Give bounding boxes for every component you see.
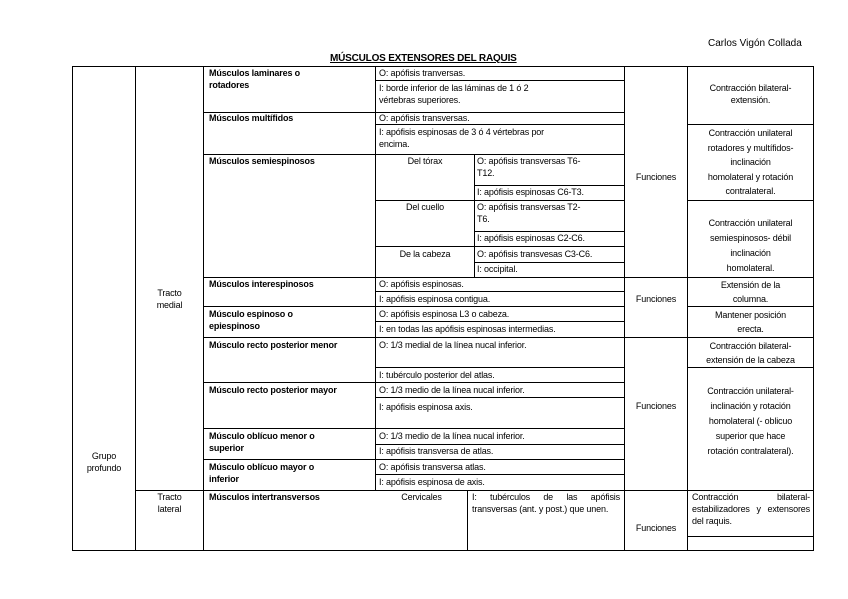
muscle-oblicuo-menor-origin: O: 1/3 medio de la línea nucal inferior. [379,431,525,441]
intertransversos-part-label: Cervicales [401,492,442,502]
muscle-oblicuo-mayor-origin: O: apófisis transversa atlas. [379,462,486,472]
semiespinosos-cuello-insertion: I: apófisis espinosas C2-C6. [477,233,585,243]
semiespinosos-cabeza-label: De la cabeza [399,249,451,259]
semiespinosos-cuello-origin: O: apófisis transversas T2- T6. [477,202,581,224]
semiespinosos-torax-label: Del tórax [407,156,443,166]
semiespinosos-torax-insertion: I: apófisis espinosas C6-T3. [477,187,584,197]
muscle-interespinosos-insertion: I: apófisis espinosa contigua. [379,294,491,304]
muscle-recto-menor-name: Músculo recto posterior menor [209,340,338,350]
muscle-oblicuo-mayor-insertion: I: apófisis espinosa de axis. [379,477,485,487]
muscle-recto-mayor-origin: O: 1/3 medio de la línea nucal inferior. [379,385,525,395]
semiespinosos-cabeza-origin: O: apófisis transvesas C3-C6. [477,249,593,259]
muscle-intertransversos-name: Músculos intertransversos [209,492,320,502]
muscle-recto-mayor-name: Músculo recto posterior mayor [209,385,337,395]
function-posicion-erecta: Mantener posición erecta. [715,310,786,334]
function-unilateral-inclinacion: Contracción unilateral- inclinación y rotación homolateral (- oblicuo superior que hace rotación contralateral). [707,386,794,456]
muscle-laminares-insertion: I: borde inferior de las láminas de 1 ó 2 vértebras superiores. [379,83,529,105]
muscle-semiespinosos-name: Músculos semiespinosos [209,156,315,166]
semiespinosos-cuello-label: Del cuello [405,202,445,212]
function-unilateral-rotadores: Contracción unilateral rotadores y multífidos- inclinación homolateral y rotación contralateral. [707,128,794,196]
muscle-espinoso-origin: O: apófisis espinosa L3 o cabeza. [379,309,510,319]
muscle-laminares-name: Músculos laminares o rotadores [209,68,301,90]
muscle-multifidos-insertion: I: apófisis espinosas de 3 ó 4 vértebras por encima. [379,127,544,149]
group-label: Grupo profundo [86,451,122,473]
muscle-recto-mayor-insertion: I: apófisis espinosa axis. [379,402,473,412]
page-title: MÚSCULOS EXTENSORES DEL RAQUIS [330,53,517,64]
function-extension-columna: Extensión de la columna. [720,280,781,304]
semiespinosos-cabeza-insertion: I: occipital. [477,264,518,274]
muscle-multifidos-name: Músculos multífidos [209,113,294,123]
function-bilateral-cabeza: Contracción bilateral- extensión de la cabeza [706,341,795,365]
muscle-oblicuo-mayor-name: Músculo oblícuo mayor o inferior [209,462,315,484]
muscle-recto-menor-origin: O: 1/3 medial de la línea nucal inferior. [379,340,527,350]
intertransversos-insertion: I: tubérculos de las apófisis transversas (ant. y post.) que unen. [472,492,620,514]
tract-medial-label: Tracto medial [156,288,183,310]
functions-label-4: Funciones [635,523,677,533]
muscle-multifidos-origin: O: apófisis transversas. [379,113,470,123]
function-bilateral-extension: Contracción bilateral- extensión. [709,83,792,105]
muscle-laminares-origin: O: apófisis tranversas. [379,68,466,78]
muscle-oblicuo-menor-insertion: I: apófisis transversa de atlas. [379,446,494,456]
muscle-recto-menor-insertion: I: tubérculo posterior del atlas. [379,370,495,380]
function-unilateral-semiespinosos: Contracción unilateral semiespinosos- débil inclinación homolateral. [708,218,793,273]
muscle-oblicuo-menor-name: Músculo oblícuo menor o superior [209,431,315,453]
muscle-espinoso-name: Músculo espinoso o epiespinoso [209,309,293,331]
semiespinosos-torax-origin: O: apófisis transversas T6- T12. [477,156,581,178]
functions-label-2: Funciones [635,294,677,304]
muscle-interespinosos-origin: O: apófisis espinosas. [379,279,464,289]
muscle-espinoso-insertion: I: en todas las apófisis espinosas intermedias. [379,324,556,334]
author-name: Carlos Vigón Collada [708,38,802,49]
muscle-interespinosos-name: Músculos interespinosos [209,279,314,289]
tract-lateral-label: Tracto lateral [157,492,182,514]
function-bilateral-estabilizadores: Contracción bilateral- estabilizadores y extensores del raquis. [692,492,810,526]
functions-label-1: Funciones [635,172,677,182]
functions-label-3: Funciones [635,401,677,411]
